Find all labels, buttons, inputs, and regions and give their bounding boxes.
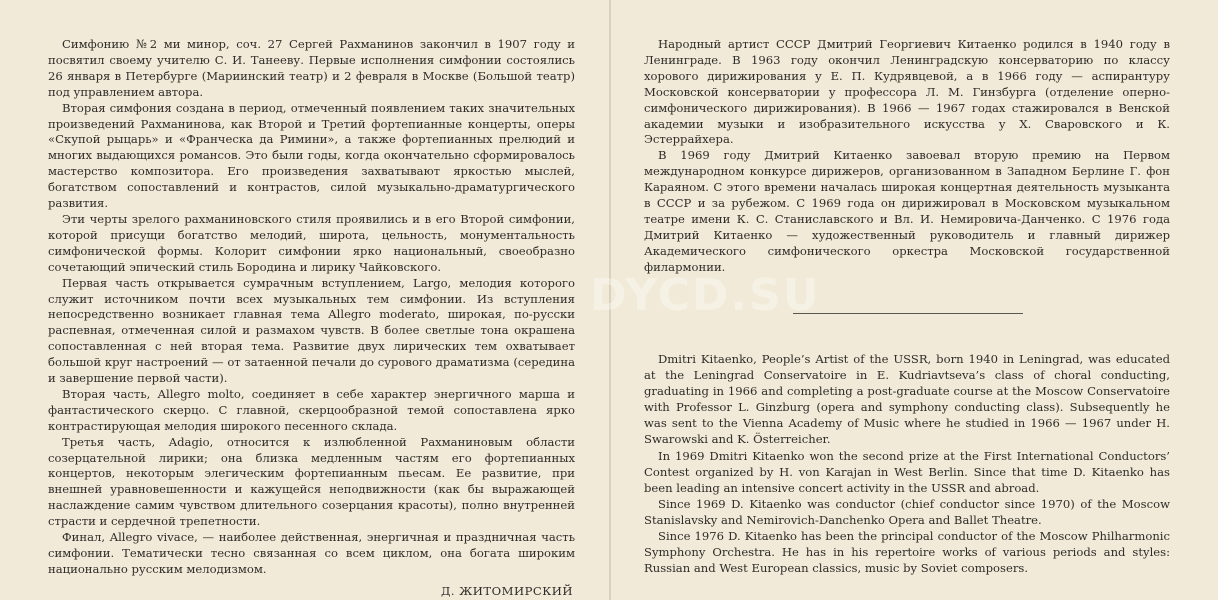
notes-paragraph: Симфонию №2 ми минор, соч. 27 Сергей Рахманинов закончил в 1907 году и посвятил своему учителю С. И. Танееву. Первые исполнения симфонии состоялись 26 января в Петербурге (Мариинский театр) и 2 февраля в Москве (Большой театр) под управлением автора.: [48, 37, 575, 99]
conductor-bio-russian: [644, 37, 1170, 276]
bio-paragraph: Народный артист СССР Дмитрий Георгиевич Китаенко родился в 1940 году в Ленинграде. В 1963 году окончил Ленинградскую консерваторию по классу хорового дирижирования у Е. П. Кудрявцевой, а в 1966 году — аспирантуру Московской консерватории у профессора Л. М. Гинзбурга (отделение оперно-симфонического дирижирования). В 1966 — 1967 годах стажировался в Венской академии музыки и изобразительного искусства у Х. Сваровского и К. Эстеррайхера.: [644, 37, 1170, 147]
bio-paragraph: Dmitri Kitaenko, People’s Artist of the USSR, born 1940 in Leningrad, was educated at the Leningrad Conservatoire in E. Kudriavtseva’s class of choral conducting, graduating in 1966 and completing a post-graduate course at the Moscow Conservatoire with Professor L. Ginzburg (opera and symphony conducting class). Subsequently he was sent to the Vienna Academy of Music where he studied in 1966 — 1967 under H. Swarowski and K. Österreicher.: [644, 352, 1170, 447]
bio-paragraph: Since 1976 D. Kitaenko has been the principal conductor of the Moscow Philharmonic Symphony Orchestra. He has in his repertoire works of various periods and styles: Russian and West European classics, music by Soviet composers.: [644, 529, 1170, 576]
conductor-bio-english: [644, 351, 1170, 576]
notes-paragraph: Вторая симфония создана в период, отмеченный появлением таких значительных произведений Рахманинова, как Второй и Третий фортепианные концерты, оперы «Скупой рыцарь» и «Франческа да Римини», а также фортепианных прелюдий и многих выдающихся романсов. Это были годы, когда окончательно сформировалось мастерство композитора. Его произведения захватывают яркостью мыслей, богатством сопоставлений и контрастов, силой музыкально-драматургического развития.: [48, 100, 575, 211]
author-signature: Д. ЖИТОМИРСКИЙ: [440, 583, 573, 598]
notes-paragraph: Третья часть, Adagio, относится к излюбленной Рахманиновым области созерцательной лирики; она близка медленным частям его фортепианных концертов, некоторым элегическим фортепианным пьесам. Ее развитие, при внешней уравновешенности и кажущейся неподвижности (как бы выражающей наслаждение самим чувством длительного созерцания красоты), полно внутренней страсти и сердечной трепетности.: [48, 434, 575, 529]
notes-paragraph: Эти черты зрелого рахманиновского стиля проявились и в его Второй симфонии, которой присущи богатство мелодий, широта, цельность, монументальность симфонической формы. Колорит симфонии ярко национальный, своеобразно сочетающий эпический стиль Бородина и лирику Чайковского.: [48, 211, 575, 274]
watermark: DYCD.SU: [590, 270, 821, 321]
bio-paragraph: В 1969 году Дмитрий Китаенко завоевал вторую премию на Первом международном конкурсе дирижеров, организованном в Западном Берлине Г. фон Караяном. С этого времени началась широкая концертная деятельность музыканта в СССР и за рубежом. С 1969 года он дирижировал в Московском музыкальном театре имени К. С. Станиславского и Вл. И. Немировича-Данченко. С 1976 года Дмитрий Китаенко — художественный руководитель и главный дирижер Академического симфонического оркестра Московской государственной филармонии.: [644, 148, 1170, 274]
section-divider: [793, 313, 1023, 314]
bio-paragraph: Since 1969 D. Kitaenko was conductor (chief conductor since 1970) of the Moscow Stanislavsky and Nemirovich-Danchenko Opera and Ballet Theatre.: [644, 496, 1170, 527]
notes-paragraph: Вторая часть, Allegro molto, соединяет в себе характер энергичного марша и фантастического скерцо. С главной, скерцообразной темой сопоставлена ярко контрастирующая мелодия широкого песенного склада.: [48, 386, 575, 433]
notes-paragraph: Финал, Allegro vivace, — наиболее действенная, энергичная и праздничная часть симфонии. Тематически тесно связанная со всем циклом, она богата широким национально русским мелодизмом.: [48, 530, 575, 576]
symphony-notes-column: [48, 37, 575, 600]
notes-paragraph: Первая часть открывается сумрачным вступлением, Largo, мелодия которого служит источником почти всех музыкальных тем симфонии. Из вступления непосредственно возникает главная тема Allegro moderato, широкая, по-русски распевная, отмеченная силой и размахом чувств. В более светлые тона окрашена сопоставленная с ней вторая тема. Развитие двух лирических тем охватывает большой круг настроений — от затаенной печали до сурового драматизма (середина и завершение первой части).: [48, 275, 575, 386]
bio-paragraph: In 1969 Dmitri Kitaenko won the second prize at the First International Conductors’ Contest organized by H. von Karajan in West Berlin. Since that time D. Kitaenko has been leading an intensive concert activity in the USSR and abroad.: [644, 448, 1170, 495]
